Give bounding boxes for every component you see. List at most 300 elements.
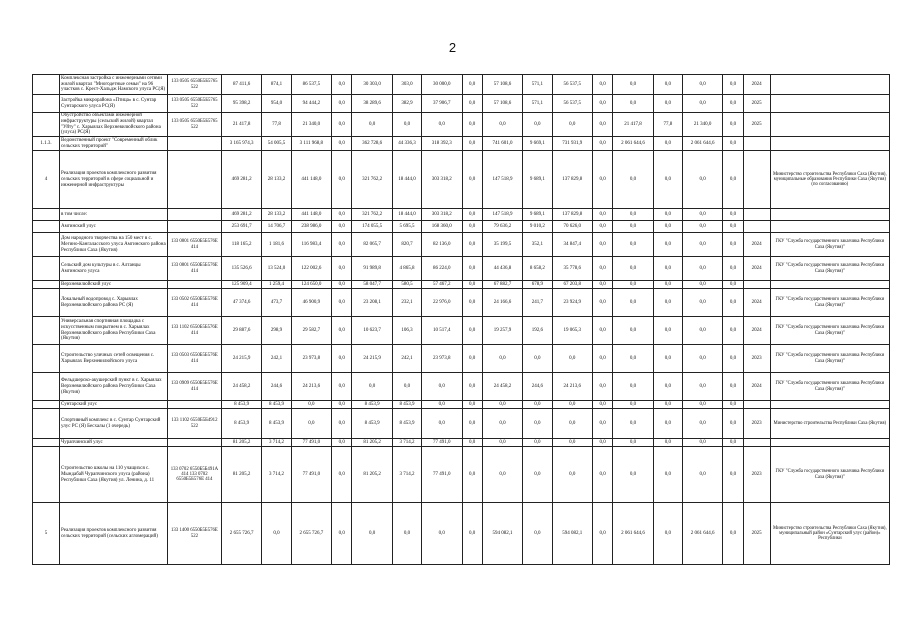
amount-cell: 0,0 xyxy=(653,317,682,345)
budget-table xyxy=(32,74,890,565)
amount-cell: 86 537,5 xyxy=(291,75,331,95)
amount-cell: 0,0 xyxy=(552,439,592,447)
amount-cell: 94 444,2 xyxy=(291,95,331,113)
budget-code-cell: 133 1400 6550Б5Б576Е 522 xyxy=(167,503,221,565)
amount-cell: 0,0 xyxy=(592,289,612,317)
row-number-cell xyxy=(33,401,60,409)
year-cell: 2024 xyxy=(743,257,770,281)
amount-cell: 0,0 xyxy=(653,447,682,503)
amount-cell: 19 257,9 xyxy=(482,317,522,345)
amount-cell: 0,0 xyxy=(653,373,682,401)
amount-cell: 21 340,0 xyxy=(291,113,331,137)
row-number-cell xyxy=(33,221,60,233)
amount-cell: 0,0 xyxy=(332,209,352,221)
amount-cell: 35 199,5 xyxy=(482,233,522,257)
year-cell: 2024 xyxy=(743,289,770,317)
row-number-cell: 4 xyxy=(33,151,60,209)
amount-cell: 0,0 xyxy=(613,281,653,289)
row-number-cell: 5 xyxy=(33,503,60,565)
amount-cell: 67 882,7 xyxy=(482,281,522,289)
row-name-cell: Сунтарский улус xyxy=(59,401,167,409)
amount-cell: 91 989,8 xyxy=(352,257,392,281)
amount-cell: 0,0 xyxy=(462,221,482,233)
amount-cell: 0,0 xyxy=(592,137,612,151)
amount-cell: 18 444,0 xyxy=(392,209,421,221)
amount-cell: 0,0 xyxy=(592,209,612,221)
amount-cell: 0,0 xyxy=(653,281,682,289)
amount-cell: 0,0 xyxy=(682,151,722,209)
year-cell: 2025 xyxy=(743,503,770,565)
amount-cell: 0,0 xyxy=(613,345,653,373)
amount-cell: 0,0 xyxy=(262,503,291,565)
amount-cell: 441 148,0 xyxy=(291,209,331,221)
amount-cell: 10 517,4 xyxy=(422,317,462,345)
amount-cell: 35 778,6 xyxy=(552,257,592,281)
amount-cell: 8 658,2 xyxy=(523,257,552,281)
amount-cell: 0,0 xyxy=(462,75,482,95)
amount-cell: 244,6 xyxy=(523,373,552,401)
amount-cell: 0,0 xyxy=(723,345,743,373)
amount-cell: 0,0 xyxy=(723,75,743,95)
amount-cell: 3 714,2 xyxy=(392,447,421,503)
amount-cell: 135 526,6 xyxy=(221,257,261,281)
row-name-cell: Локальный водопровод с. Харыялах Верхневилюйского района РС (Я) xyxy=(59,289,167,317)
year-cell: 2024 xyxy=(743,373,770,401)
row-number-cell xyxy=(33,257,60,281)
amount-cell: 469 281,2 xyxy=(221,209,261,221)
amount-cell: 0,0 xyxy=(482,409,522,439)
budget-code-cell xyxy=(167,221,221,233)
amount-cell: 82 136,0 xyxy=(422,233,462,257)
amount-cell: 37 906,7 xyxy=(422,95,462,113)
amount-cell: 28 133,2 xyxy=(262,151,291,209)
amount-cell: 820,7 xyxy=(392,233,421,257)
amount-cell: 14 706,7 xyxy=(262,221,291,233)
amount-cell: 0,0 xyxy=(332,75,352,95)
amount-cell: 24 166,6 xyxy=(482,289,522,317)
amount-cell: 678,9 xyxy=(523,281,552,289)
amount-cell: 0,0 xyxy=(613,75,653,95)
amount-cell: 0,0 xyxy=(723,317,743,345)
amount-cell: 0,0 xyxy=(523,345,552,373)
amount-cell: 0,0 xyxy=(592,75,612,95)
amount-cell: 0,0 xyxy=(653,409,682,439)
budget-code-cell xyxy=(167,401,221,409)
amount-cell: 81 205,2 xyxy=(221,447,261,503)
amount-cell: 38 289,6 xyxy=(352,95,392,113)
responsible-cell xyxy=(770,95,889,113)
amount-cell: 303,0 xyxy=(392,75,421,95)
amount-cell: 0,0 xyxy=(352,113,392,137)
amount-cell: 0,0 xyxy=(352,373,392,401)
amount-cell: 8 453,9 xyxy=(392,409,421,439)
row-number-cell xyxy=(33,439,60,447)
amount-cell: 0,0 xyxy=(552,409,592,439)
amount-cell: 9 689,1 xyxy=(523,151,552,209)
amount-cell: 0,0 xyxy=(523,409,552,439)
amount-cell: 34 847,4 xyxy=(552,233,592,257)
amount-cell: 571,1 xyxy=(523,95,552,113)
table-row xyxy=(33,439,890,447)
row-name-cell: Строительство уличных сетей освещения с. Харыялах Верхневилюйского улуса xyxy=(59,345,167,373)
row-name-cell: Комплексная застройка с инженерными сетями жилой квартал "Многодетные семьи" на 96 участков с. Крест-Хальдж Намского улуса РС(Я) xyxy=(59,75,167,95)
table-row xyxy=(33,281,890,289)
amount-cell: 0,0 xyxy=(613,439,653,447)
amount-cell: 0,0 xyxy=(332,409,352,439)
amount-cell: 0,0 xyxy=(332,221,352,233)
amount-cell: 3 714,2 xyxy=(262,447,291,503)
responsible-cell: ГКУ "Служба государственного заказчика Республики Саха (Якутия)" xyxy=(770,257,889,281)
amount-cell: 0,0 xyxy=(332,137,352,151)
amount-cell: 57 467,2 xyxy=(422,281,462,289)
amount-cell: 0,0 xyxy=(682,373,722,401)
amount-cell: 0,0 xyxy=(723,151,743,209)
amount-cell: 47 374,6 xyxy=(221,289,261,317)
amount-cell: 147 518,9 xyxy=(482,209,522,221)
amount-cell: 86 224,0 xyxy=(422,257,462,281)
year-cell xyxy=(743,439,770,447)
amount-cell: 0,0 xyxy=(592,503,612,565)
amount-cell: 0,0 xyxy=(613,289,653,317)
amount-cell: 0,0 xyxy=(332,317,352,345)
budget-code-cell xyxy=(167,281,221,289)
amount-cell: 0,0 xyxy=(613,221,653,233)
amount-cell: 0,0 xyxy=(592,233,612,257)
amount-cell: 0,0 xyxy=(332,95,352,113)
amount-cell: 0,0 xyxy=(723,257,743,281)
row-number-cell xyxy=(33,281,60,289)
table-row xyxy=(33,373,890,401)
amount-cell: 54 005,5 xyxy=(262,137,291,151)
responsible-cell xyxy=(770,75,889,95)
year-cell: 2023 xyxy=(743,409,770,439)
table-body xyxy=(33,75,890,565)
amount-cell: 0,0 xyxy=(592,409,612,439)
amount-cell: 0,0 xyxy=(613,151,653,209)
amount-cell: 0,0 xyxy=(613,233,653,257)
row-name-cell: в том числе: xyxy=(59,209,167,221)
amount-cell: 137 829,8 xyxy=(552,209,592,221)
year-cell: 2024 xyxy=(743,75,770,95)
budget-code-cell xyxy=(167,439,221,447)
responsible-cell: ГКУ "Служба государственного заказчика Республики Саха (Якутия)" xyxy=(770,345,889,373)
amount-cell: 0,0 xyxy=(523,503,552,565)
amount-cell: 1 259,4 xyxy=(262,281,291,289)
amount-cell: 0,0 xyxy=(682,233,722,257)
amount-cell: 0,0 xyxy=(332,151,352,209)
amount-cell: 0,0 xyxy=(523,439,552,447)
amount-cell: 0,0 xyxy=(682,281,722,289)
amount-cell: 8 453,9 xyxy=(262,409,291,439)
responsible-cell: ГКУ "Служба государственного заказчика Республики Саха (Якутия)" xyxy=(770,373,889,401)
table-row xyxy=(33,95,890,113)
amount-cell: 0,0 xyxy=(723,373,743,401)
amount-cell: 0,0 xyxy=(592,151,612,209)
amount-cell: 118 165,2 xyxy=(221,233,261,257)
row-name-cell: Строительство школы на 110 учащихся с. Мындабай Чурапчинского улуса (района) Республики Саха (Якутия) ул. Ленина, д. 11 xyxy=(59,447,167,503)
responsible-cell: Министерство строительства Республики Саха (Якутия), муниципальные образования Республики Саха (Якутия) (по согласованию) xyxy=(770,151,889,209)
amount-cell: 954,0 xyxy=(262,95,291,113)
year-cell: 2024 xyxy=(743,317,770,345)
amount-cell: 0,0 xyxy=(682,95,722,113)
amount-cell: 0,0 xyxy=(723,137,743,151)
amount-cell: 0,0 xyxy=(723,113,743,137)
amount-cell: 0,0 xyxy=(653,289,682,317)
amount-cell: 0,0 xyxy=(392,113,421,137)
responsible-cell: Министерство строительства Республики Саха (Якутия), муниципальный район «Сунтарский улус (район)» Республики xyxy=(770,503,889,565)
amount-cell: 0,0 xyxy=(462,257,482,281)
amount-cell: 3 111 968,8 xyxy=(291,137,331,151)
responsible-cell xyxy=(770,113,889,137)
row-name-cell: Застройка микрорайона «Птица» в с. Сунтар Сунтарского улуса РС(Я) xyxy=(59,95,167,113)
amount-cell: 242,1 xyxy=(262,345,291,373)
row-number-cell xyxy=(33,95,60,113)
year-cell: 2024 xyxy=(743,233,770,257)
row-name-cell: Амгинский улус xyxy=(59,221,167,233)
amount-cell: 0,0 xyxy=(592,113,612,137)
amount-cell: 0,0 xyxy=(552,447,592,503)
row-number-cell: 1.1.3. xyxy=(33,137,60,151)
row-name-cell: Сельский дом культуры в с. Алтанцы Амгинского улуса xyxy=(59,257,167,281)
amount-cell: 0,0 xyxy=(482,345,522,373)
budget-code-cell xyxy=(167,137,221,151)
amount-cell: 0,0 xyxy=(592,401,612,409)
amount-cell: 3 714,2 xyxy=(392,439,421,447)
amount-cell: 0,0 xyxy=(462,345,482,373)
amount-cell: 0,0 xyxy=(462,233,482,257)
amount-cell: 0,0 xyxy=(592,345,612,373)
year-cell xyxy=(743,151,770,209)
amount-cell: 741 601,0 xyxy=(482,137,522,151)
amount-cell: 125 909,4 xyxy=(221,281,261,289)
amount-cell: 0,0 xyxy=(552,345,592,373)
amount-cell: 0,0 xyxy=(682,209,722,221)
amount-cell: 2 655 726,7 xyxy=(291,503,331,565)
row-number-cell xyxy=(33,233,60,257)
amount-cell: 87 411,6 xyxy=(221,75,261,95)
amount-cell: 0,0 xyxy=(523,113,552,137)
table-row xyxy=(33,113,890,137)
amount-cell: 298,9 xyxy=(262,317,291,345)
amount-cell: 24 213,6 xyxy=(291,373,331,401)
table-row xyxy=(33,401,890,409)
amount-cell: 0,0 xyxy=(482,113,522,137)
amount-cell: 0,0 xyxy=(653,75,682,95)
amount-cell: 0,0 xyxy=(332,113,352,137)
amount-cell: 81 205,2 xyxy=(352,439,392,447)
budget-code-cell xyxy=(167,151,221,209)
table-row xyxy=(33,409,890,439)
amount-cell: 0,0 xyxy=(682,401,722,409)
budget-code-cell: 133 0505 6550Б5Б5765 522 xyxy=(167,95,221,113)
amount-cell: 30 303,0 xyxy=(352,75,392,95)
amount-cell: 147 518,9 xyxy=(482,151,522,209)
amount-cell: 571,1 xyxy=(523,75,552,95)
amount-cell: 77 491,0 xyxy=(291,439,331,447)
year-cell xyxy=(743,401,770,409)
amount-cell: 2 061 644,6 xyxy=(613,137,653,151)
amount-cell: 0,0 xyxy=(462,373,482,401)
amount-cell: 0,0 xyxy=(462,137,482,151)
row-name-cell: Ведомственный проект "Современный облик сельских территорий" xyxy=(59,137,167,151)
row-number-cell xyxy=(33,373,60,401)
amount-cell: 0,0 xyxy=(592,373,612,401)
amount-cell: 0,0 xyxy=(332,401,352,409)
amount-cell: 0,0 xyxy=(552,401,592,409)
amount-cell: 22 976,0 xyxy=(422,289,462,317)
amount-cell: 731 931,9 xyxy=(552,137,592,151)
amount-cell: 0,0 xyxy=(422,113,462,137)
amount-cell: 1 181,6 xyxy=(262,233,291,257)
amount-cell: 0,0 xyxy=(613,373,653,401)
amount-cell: 21 340,0 xyxy=(682,113,722,137)
amount-cell: 77,8 xyxy=(653,113,682,137)
amount-cell: 29 887,6 xyxy=(221,317,261,345)
budget-code-cell: 133 0503 6550Б5Б576Е 414 xyxy=(167,345,221,373)
amount-cell: 0,0 xyxy=(332,439,352,447)
amount-cell: 0,0 xyxy=(462,113,482,137)
year-cell: 2025 xyxy=(743,113,770,137)
amount-cell: 0,0 xyxy=(462,447,482,503)
row-name-cell: Чурапчинский улус xyxy=(59,439,167,447)
amount-cell: 23 924,9 xyxy=(552,289,592,317)
budget-code-cell: 133 1102 6550Б5Б4912 522 xyxy=(167,409,221,439)
row-name-cell: Обустройство объектами инженерной инфраструктуры (сельский жилой) квартал "Уйту" с. Харыялах Верхневилюйского района (улуса) РС(Я) xyxy=(59,113,167,137)
amount-cell: 0,0 xyxy=(613,209,653,221)
responsible-cell xyxy=(770,439,889,447)
amount-cell: 0,0 xyxy=(592,447,612,503)
responsible-cell xyxy=(770,209,889,221)
amount-cell: 0,0 xyxy=(482,401,522,409)
budget-code-cell: 133 0702 6550Б5Б491А 414 133 0702 6550Б5Б576Е 414 xyxy=(167,447,221,503)
budget-code-cell: 133 0505 6550Б5Б5765 522 xyxy=(167,113,221,137)
amount-cell: 0,0 xyxy=(523,401,552,409)
amount-cell: 106,3 xyxy=(392,317,421,345)
amount-cell: 303 318,2 xyxy=(422,151,462,209)
amount-cell: 321 762,2 xyxy=(352,209,392,221)
amount-cell: 56 537,5 xyxy=(552,95,592,113)
amount-cell: 0,0 xyxy=(613,317,653,345)
amount-cell: 0,0 xyxy=(682,75,722,95)
amount-cell: 0,0 xyxy=(592,281,612,289)
amount-cell: 29 582,7 xyxy=(291,317,331,345)
amount-cell: 0,0 xyxy=(613,409,653,439)
amount-cell: 0,0 xyxy=(653,151,682,209)
amount-cell: 0,0 xyxy=(723,289,743,317)
row-number-cell xyxy=(33,113,60,137)
row-name-cell: Дом народного творчества на 150 мест в с. Мегино-Кангаласского улуса Амгинского района Республики Саха (Якутия) xyxy=(59,233,167,257)
amount-cell: 0,0 xyxy=(462,209,482,221)
amount-cell: 70 626,0 xyxy=(552,221,592,233)
year-cell: 2023 xyxy=(743,345,770,373)
amount-cell: 0,0 xyxy=(462,317,482,345)
amount-cell: 469 281,2 xyxy=(221,151,261,209)
responsible-cell xyxy=(770,281,889,289)
amount-cell: 0,0 xyxy=(723,503,743,565)
row-name-cell: Универсальная спортивная площадка с искусственным покрытием в с. Харыялах Верхневилюйского района Республики Саха (Якутия) xyxy=(59,317,167,345)
amount-cell: 95 398,2 xyxy=(221,95,261,113)
table-row xyxy=(33,317,890,345)
amount-cell: 0,0 xyxy=(332,281,352,289)
amount-cell: 0,0 xyxy=(723,233,743,257)
amount-cell: 244,6 xyxy=(262,373,291,401)
table-row xyxy=(33,209,890,221)
responsible-cell: ГКУ "Служба государственного заказчика Республики Саха (Якутия)" xyxy=(770,447,889,503)
amount-cell: 0,0 xyxy=(723,209,743,221)
amount-cell: 24 215,9 xyxy=(221,345,261,373)
amount-cell: 0,0 xyxy=(653,95,682,113)
amount-cell: 0,0 xyxy=(462,151,482,209)
budget-code-cell: 133 0505 6550Б5Б5765 522 xyxy=(167,75,221,95)
amount-cell: 0,0 xyxy=(462,409,482,439)
amount-cell: 2 061 644,6 xyxy=(613,503,653,565)
amount-cell: 0,0 xyxy=(392,373,421,401)
amount-cell: 0,0 xyxy=(332,257,352,281)
amount-cell: 8 453,9 xyxy=(352,401,392,409)
budget-code-cell xyxy=(167,209,221,221)
amount-cell: 174 055,5 xyxy=(352,221,392,233)
amount-cell: 382,9 xyxy=(392,95,421,113)
row-number-cell xyxy=(33,409,60,439)
responsible-cell: ГКУ "Служба государственного заказчика Республики Саха (Якутия)" xyxy=(770,317,889,345)
amount-cell: 0,0 xyxy=(723,401,743,409)
amount-cell: 67 203,8 xyxy=(552,281,592,289)
amount-cell: 77 491,0 xyxy=(422,447,462,503)
budget-code-cell: 133 0801 6550Б5Б576Е 414 xyxy=(167,233,221,257)
amount-cell: 5 695,5 xyxy=(392,221,421,233)
amount-cell: 0,0 xyxy=(723,95,743,113)
amount-cell: 24 215,9 xyxy=(352,345,392,373)
amount-cell: 3 165 974,3 xyxy=(221,137,261,151)
amount-cell: 0,0 xyxy=(653,137,682,151)
amount-cell: 77 491,0 xyxy=(291,447,331,503)
year-cell xyxy=(743,221,770,233)
table-row xyxy=(33,75,890,95)
amount-cell: 318 392,3 xyxy=(422,137,462,151)
responsible-cell xyxy=(770,401,889,409)
table-row xyxy=(33,503,890,565)
budget-code-cell: 133 0801 6550Б5Б576Е 414 xyxy=(167,257,221,281)
budget-code-cell: 133 0502 6550Б5Б576Е 414 xyxy=(167,289,221,317)
table-row xyxy=(33,447,890,503)
amount-cell: 0,0 xyxy=(332,503,352,565)
row-name-cell: Фельдшерско-акушерский пункт в с. Харыялах Верхневилюйского района Республики Саха (Якутия) xyxy=(59,373,167,401)
amount-cell: 0,0 xyxy=(653,345,682,373)
amount-cell: 9 010,2 xyxy=(523,221,552,233)
amount-cell: 0,0 xyxy=(653,221,682,233)
amount-cell: 24 213,6 xyxy=(552,373,592,401)
amount-cell: 0,0 xyxy=(613,95,653,113)
amount-cell: 122 002,6 xyxy=(291,257,331,281)
amount-cell: 23 208,1 xyxy=(352,289,392,317)
amount-cell: 8 453,9 xyxy=(392,401,421,409)
row-name-cell: Спортивный комплекс в с. Сунтар Сунтарский улус РС (Я) Бесхалы (1 очередь) xyxy=(59,409,167,439)
amount-cell: 124 650,0 xyxy=(291,281,331,289)
table-row xyxy=(33,233,890,257)
amount-cell: 0,0 xyxy=(422,401,462,409)
amount-cell: 303 318,2 xyxy=(422,209,462,221)
amount-cell: 44 336,3 xyxy=(392,137,421,151)
amount-cell: 116 983,4 xyxy=(291,233,331,257)
amount-cell: 242,1 xyxy=(392,345,421,373)
amount-cell: 0,0 xyxy=(552,113,592,137)
amount-cell: 0,0 xyxy=(332,345,352,373)
amount-cell: 238 986,0 xyxy=(291,221,331,233)
amount-cell: 0,0 xyxy=(682,289,722,317)
amount-cell: 594 082,1 xyxy=(552,503,592,565)
amount-cell: 253 691,7 xyxy=(221,221,261,233)
responsible-cell: ГКУ "Служба государственного заказчика Республики Саха (Якутия)" xyxy=(770,289,889,317)
